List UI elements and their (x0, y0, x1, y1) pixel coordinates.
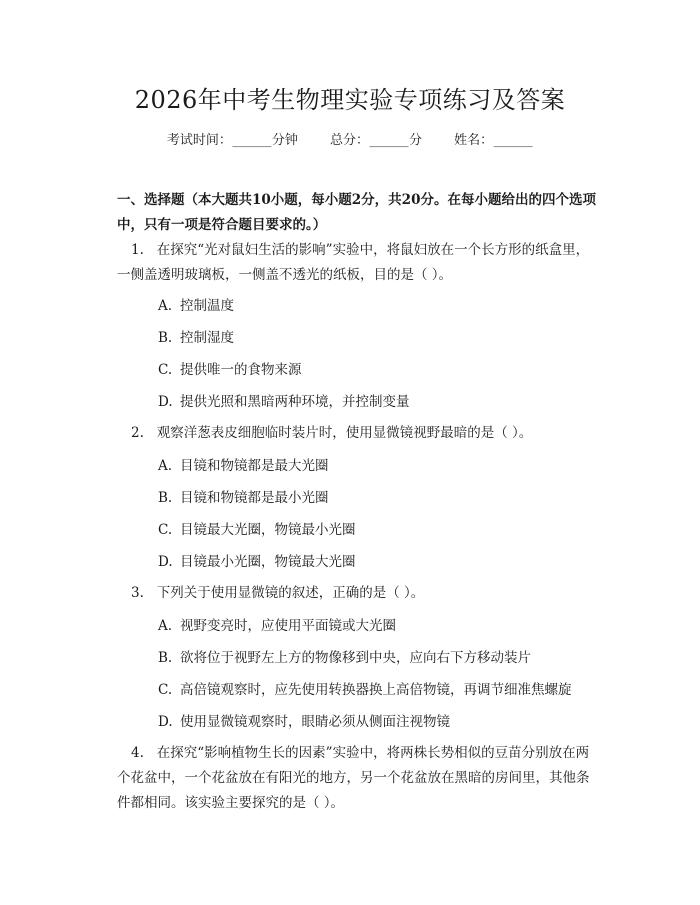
option-letter: A. (158, 618, 173, 634)
name-blank: ______ (493, 133, 533, 148)
option-3d (158, 711, 450, 733)
option-1c (158, 359, 302, 381)
option-letter: C. (158, 362, 173, 378)
question-4 (117, 741, 595, 816)
option-text: 目镜和物镜都是最大光圈 (180, 458, 329, 474)
option-letter: D. (158, 714, 173, 730)
question-3 (117, 581, 595, 606)
option-text: 提供唯一的食物来源 (180, 362, 302, 378)
time-field (167, 133, 302, 148)
option-text: 控制温度 (180, 298, 234, 314)
option-text: 控制湿度 (180, 330, 234, 346)
time-blank: ______ (232, 133, 272, 148)
option-letter: A. (158, 298, 173, 314)
question-text: 观察洋葱表皮细胞临时装片时，使用显微镜视野最暗的是（ ）。 (156, 425, 533, 441)
option-text: 目镜最小光圈，物镜最大光圈 (180, 554, 356, 570)
option-letter: B. (158, 490, 173, 506)
option-2d (158, 551, 356, 573)
option-letter: D. (158, 394, 173, 410)
exam-info-line (0, 130, 700, 152)
question-2 (117, 421, 595, 446)
question-number: 2. (131, 425, 144, 441)
question-text: 在探究“光对鼠妇生活的影响”实验中，将鼠妇放在一个长方形的纸盒里，一侧盖透明玻璃板，一侧盖不透光的纸板，目的是（ ）。 (117, 242, 590, 283)
option-text: 视野变亮时，应使用平面镜或大光圈 (180, 618, 396, 634)
option-text: 使用显微镜观察时，眼睛必须从侧面注视物镜 (180, 714, 450, 730)
score-unit: 分 (409, 133, 423, 148)
option-letter: C. (158, 682, 173, 698)
question-text: 在探究“影响植物生长的因素”实验中，将两株长势相似的豆苗分别放在两个花盆中，一个花盆放在有阳光的地方，另一个花盆放在黑暗的房间里，其他条件都相同。该实验主要探究的是（ ）。 (117, 745, 590, 811)
option-letter: D. (158, 554, 173, 570)
question-text: 下列关于使用显微镜的叙述，正确的是（ ）。 (156, 585, 425, 601)
question-number: 3. (131, 585, 144, 601)
option-text: 目镜最大光圈，物镜最小光圈 (180, 522, 356, 538)
section-heading: 一、选择题（本大题共10小题，每小题2分，共20分。在每小题给出的四个选项中，只有一项是符合题目要求的。） (117, 192, 596, 233)
option-text: 欲将位于视野左上方的物像移到中央，应向右下方移动装片 (180, 650, 531, 666)
option-text: 高倍镜观察时，应先使用转换器换上高倍物镜，再调节细准焦螺旋 (180, 682, 572, 698)
question-number: 4. (131, 745, 144, 761)
option-3a (158, 615, 396, 637)
option-3b (158, 647, 531, 669)
option-2a (158, 455, 329, 477)
option-text: 提供光照和黑暗两种环境，并控制变量 (180, 394, 410, 410)
time-unit: 分钟 (271, 133, 298, 148)
option-letter: C. (158, 522, 173, 538)
option-3c (158, 679, 572, 701)
question-1 (117, 238, 595, 288)
option-letter: A. (158, 458, 173, 474)
option-1a (158, 295, 234, 317)
option-text: 目镜和物镜都是最小光圈 (180, 490, 329, 506)
time-label: 考试时间： (166, 133, 232, 148)
option-1d (158, 391, 410, 413)
option-1b (158, 327, 234, 349)
score-field (330, 133, 426, 148)
page-title: 2026年中考生物理实验专项练习及答案 (134, 86, 566, 114)
question-number: 1. (131, 242, 144, 258)
option-2c (158, 519, 356, 541)
option-letter: B. (158, 330, 173, 346)
name-label: 姓名： (454, 133, 494, 148)
option-2b (158, 487, 329, 509)
score-label: 总分： (329, 133, 369, 148)
option-letter: B. (158, 650, 173, 666)
name-field (454, 133, 533, 148)
score-blank: ______ (369, 133, 409, 148)
